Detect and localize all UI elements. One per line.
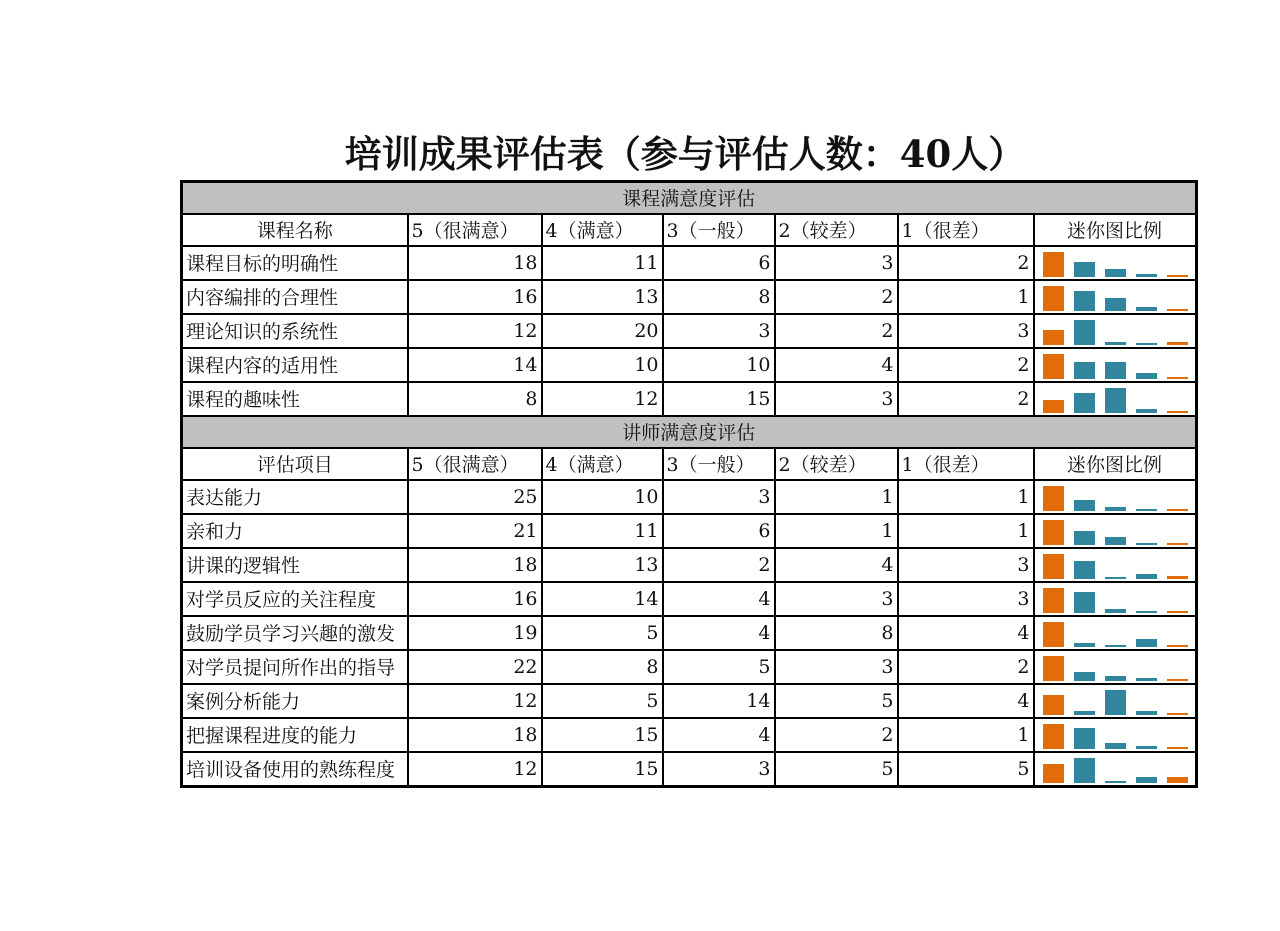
score-5-cell[interactable]: 18	[408, 718, 542, 752]
sparkline-cell[interactable]	[1034, 616, 1197, 650]
sparkline-chart	[1038, 753, 1192, 785]
sparkline-bar	[1136, 509, 1157, 511]
score-2-cell[interactable]: 4	[775, 348, 898, 382]
sparkline-bar	[1043, 286, 1064, 311]
score-2-cell[interactable]: 2	[775, 314, 898, 348]
score-5-cell[interactable]: 8	[408, 382, 542, 416]
page-title: 培训成果评估表（参与评估人数：40人）	[344, 132, 1026, 176]
sparkline-chart	[1038, 383, 1192, 415]
sparkline-bar	[1136, 711, 1157, 715]
sparkline-bar	[1074, 592, 1095, 613]
sparkline-bar	[1074, 561, 1095, 579]
sparkline-bar	[1043, 588, 1064, 613]
score-1-cell[interactable]: 2	[898, 246, 1034, 280]
score-3-cell[interactable]: 3	[663, 752, 775, 787]
sparkline-bar	[1167, 411, 1188, 413]
table-row	[182, 382, 1197, 416]
table-row	[182, 582, 1197, 616]
score-5-cell[interactable]: 14	[408, 348, 542, 382]
score-3-cell[interactable]: 6	[663, 514, 775, 548]
sparkline-bar	[1167, 645, 1188, 647]
score-2-cell[interactable]: 3	[775, 582, 898, 616]
sparkline-chart	[1038, 685, 1192, 717]
sparkline-bar	[1043, 622, 1064, 647]
table-row	[182, 616, 1197, 650]
score-4-cell[interactable]: 10	[542, 480, 663, 514]
score-1-cell[interactable]: 4	[898, 616, 1034, 650]
score-1-cell[interactable]: 4	[898, 684, 1034, 718]
score-2-cell[interactable]: 1	[775, 480, 898, 514]
score-3-cell[interactable]: 14	[663, 684, 775, 718]
score-2-cell[interactable]: 8	[775, 616, 898, 650]
column-header: 2（较差）	[775, 214, 898, 246]
sparkline-bar	[1167, 509, 1188, 511]
column-header: 迷你图比例	[1034, 448, 1197, 480]
item-name-cell[interactable]: 理论知识的系统性	[182, 314, 408, 348]
score-1-cell[interactable]: 1	[898, 718, 1034, 752]
score-2-cell[interactable]: 4	[775, 548, 898, 582]
lecturer-section-row	[182, 416, 1197, 448]
sparkline-bar	[1074, 531, 1095, 545]
sparkline-bar	[1043, 400, 1064, 413]
score-4-cell[interactable]: 13	[542, 280, 663, 314]
score-3-cell[interactable]: 5	[663, 650, 775, 684]
score-4-cell[interactable]: 15	[542, 718, 663, 752]
score-5-cell[interactable]: 25	[408, 480, 542, 514]
score-5-cell[interactable]: 18	[408, 246, 542, 280]
sparkline-chart	[1038, 481, 1192, 513]
score-3-cell[interactable]: 15	[663, 382, 775, 416]
sparkline-bar	[1167, 713, 1188, 715]
sparkline-chart	[1038, 247, 1192, 279]
course-header-row	[182, 214, 1197, 246]
sparkline-bar	[1105, 269, 1126, 277]
sparkline-cell[interactable]	[1034, 684, 1197, 718]
sparkline-bar	[1136, 678, 1157, 681]
score-3-cell[interactable]: 4	[663, 616, 775, 650]
score-4-cell[interactable]: 11	[542, 246, 663, 280]
sparkline-bar	[1136, 574, 1157, 579]
sparkline-bar	[1167, 543, 1188, 545]
item-name-cell[interactable]: 对学员提问所作出的指导	[182, 650, 408, 684]
sparkline-bar	[1043, 486, 1064, 511]
sparkline-cell[interactable]	[1034, 480, 1197, 514]
sparkline-chart	[1038, 651, 1192, 683]
table-row	[182, 684, 1197, 718]
sparkline-bar	[1074, 758, 1095, 783]
sparkline-bar	[1043, 520, 1064, 545]
sparkline-bar	[1167, 342, 1188, 345]
sparkline-bar	[1167, 777, 1188, 783]
sparkline-bar	[1074, 320, 1095, 345]
sparkline-bar	[1136, 639, 1157, 647]
sparkline-bar	[1043, 330, 1064, 345]
item-name-cell[interactable]: 培训设备使用的熟练程度	[182, 752, 408, 787]
sparkline-bar	[1043, 252, 1064, 277]
sparkline-bar	[1167, 747, 1188, 749]
sparkline-chart	[1038, 583, 1192, 615]
item-name-cell[interactable]: 表达能力	[182, 480, 408, 514]
sparkline-bar	[1167, 611, 1188, 613]
score-2-cell[interactable]: 5	[775, 684, 898, 718]
column-header: 4（满意）	[542, 448, 663, 480]
sparkline-bar	[1136, 343, 1157, 345]
score-4-cell[interactable]: 5	[542, 616, 663, 650]
sparkline-bar	[1105, 342, 1126, 345]
sparkline-bar	[1105, 743, 1126, 749]
column-header: 4（满意）	[542, 214, 663, 246]
sparkline-bar	[1074, 393, 1095, 413]
score-1-cell[interactable]: 2	[898, 348, 1034, 382]
course-section-title: 课程满意度评估	[182, 182, 1197, 214]
score-5-cell[interactable]: 12	[408, 314, 542, 348]
score-4-cell[interactable]: 11	[542, 514, 663, 548]
item-name-cell[interactable]: 课程的趣味性	[182, 382, 408, 416]
item-name-cell[interactable]: 把握课程进度的能力	[182, 718, 408, 752]
column-header: 1（很差）	[898, 214, 1034, 246]
sparkline-bar	[1043, 695, 1064, 715]
score-2-cell[interactable]: 2	[775, 280, 898, 314]
sparkline-bar	[1136, 307, 1157, 311]
item-name-cell[interactable]: 亲和力	[182, 514, 408, 548]
item-name-cell[interactable]: 鼓励学员学习兴趣的激发	[182, 616, 408, 650]
sparkline-chart	[1038, 281, 1192, 313]
sparkline-cell[interactable]	[1034, 718, 1197, 752]
table-row	[182, 280, 1197, 314]
score-1-cell[interactable]: 1	[898, 514, 1034, 548]
evaluation-table	[180, 180, 1198, 788]
course-section-row	[182, 182, 1197, 214]
item-name-cell[interactable]: 课程内容的适用性	[182, 348, 408, 382]
sparkline-cell[interactable]	[1034, 752, 1197, 787]
sparkline-bar	[1167, 576, 1188, 579]
score-5-cell[interactable]: 19	[408, 616, 542, 650]
table-row	[182, 348, 1197, 382]
table-row	[182, 718, 1197, 752]
score-3-cell[interactable]: 4	[663, 718, 775, 752]
sparkline-bar	[1105, 507, 1126, 511]
score-1-cell[interactable]: 1	[898, 480, 1034, 514]
sparkline-cell[interactable]	[1034, 382, 1197, 416]
score-5-cell[interactable]: 12	[408, 752, 542, 787]
sparkline-chart	[1038, 349, 1192, 381]
item-name-cell[interactable]: 对学员反应的关注程度	[182, 582, 408, 616]
column-header: 3（一般）	[663, 214, 775, 246]
score-1-cell[interactable]: 3	[898, 548, 1034, 582]
score-1-cell[interactable]: 2	[898, 382, 1034, 416]
score-3-cell[interactable]: 4	[663, 582, 775, 616]
table-row	[182, 752, 1197, 787]
sparkline-bar	[1136, 373, 1157, 379]
sparkline-bar	[1105, 781, 1126, 783]
score-5-cell[interactable]: 16	[408, 280, 542, 314]
score-1-cell[interactable]: 2	[898, 650, 1034, 684]
sparkline-bar	[1105, 676, 1126, 681]
score-1-cell[interactable]: 3	[898, 314, 1034, 348]
score-4-cell[interactable]: 10	[542, 348, 663, 382]
sparkline-cell[interactable]	[1034, 650, 1197, 684]
sparkline-bar	[1105, 388, 1126, 413]
score-5-cell[interactable]: 22	[408, 650, 542, 684]
lecturer-section-title: 讲师满意度评估	[182, 416, 1197, 448]
sparkline-bar	[1074, 643, 1095, 647]
table-row	[182, 480, 1197, 514]
score-5-cell[interactable]: 18	[408, 548, 542, 582]
sparkline-bar	[1043, 354, 1064, 379]
sparkline-cell[interactable]	[1034, 280, 1197, 314]
sparkline-bar	[1136, 543, 1157, 545]
table-row	[182, 246, 1197, 280]
lecturer-header-row	[182, 448, 1197, 480]
score-4-cell[interactable]: 13	[542, 548, 663, 582]
sparkline-bar	[1167, 377, 1188, 379]
sparkline-bar	[1043, 764, 1064, 783]
sparkline-bar	[1074, 500, 1095, 511]
sparkline-bar	[1136, 409, 1157, 413]
sparkline-chart	[1038, 315, 1192, 347]
sparkline-chart	[1038, 549, 1192, 581]
score-2-cell[interactable]: 3	[775, 650, 898, 684]
sparkline-cell[interactable]	[1034, 514, 1197, 548]
item-name-cell[interactable]: 讲课的逻辑性	[182, 548, 408, 582]
score-3-cell[interactable]: 3	[663, 314, 775, 348]
column-header: 评估项目	[182, 448, 408, 480]
score-4-cell[interactable]: 8	[542, 650, 663, 684]
score-4-cell[interactable]: 15	[542, 752, 663, 787]
score-3-cell[interactable]: 8	[663, 280, 775, 314]
sparkline-bar	[1105, 609, 1126, 613]
score-2-cell[interactable]: 1	[775, 514, 898, 548]
sparkline-bar	[1105, 690, 1126, 715]
sparkline-bar	[1136, 746, 1157, 749]
score-2-cell[interactable]: 2	[775, 718, 898, 752]
score-2-cell[interactable]: 3	[775, 246, 898, 280]
sparkline-chart	[1038, 617, 1192, 649]
sparkline-chart	[1038, 515, 1192, 547]
sparkline-bar	[1167, 309, 1188, 311]
score-1-cell[interactable]: 1	[898, 280, 1034, 314]
column-header: 1（很差）	[898, 448, 1034, 480]
score-1-cell[interactable]: 5	[898, 752, 1034, 787]
sparkline-bar	[1105, 645, 1126, 647]
score-5-cell[interactable]: 12	[408, 684, 542, 718]
sparkline-cell[interactable]	[1034, 314, 1197, 348]
sparkline-bar	[1105, 577, 1126, 579]
item-name-cell[interactable]: 内容编排的合理性	[182, 280, 408, 314]
sparkline-cell[interactable]	[1034, 348, 1197, 382]
sparkline-bar	[1074, 711, 1095, 715]
sparkline-bar	[1136, 274, 1157, 277]
sparkline-bar	[1105, 362, 1126, 379]
table-row	[182, 314, 1197, 348]
score-3-cell[interactable]: 6	[663, 246, 775, 280]
sparkline-bar	[1043, 656, 1064, 681]
sparkline-bar	[1074, 262, 1095, 277]
table-row	[182, 514, 1197, 548]
sparkline-bar	[1167, 275, 1188, 277]
score-1-cell[interactable]: 3	[898, 582, 1034, 616]
item-name-cell[interactable]: 课程目标的明确性	[182, 246, 408, 280]
sparkline-bar	[1043, 724, 1064, 749]
sparkline-bar	[1105, 537, 1126, 545]
sparkline-bar	[1136, 611, 1157, 613]
sparkline-bar	[1136, 777, 1157, 783]
sparkline-bar	[1074, 291, 1095, 311]
score-4-cell[interactable]: 5	[542, 684, 663, 718]
sparkline-cell[interactable]	[1034, 246, 1197, 280]
sparkline-chart	[1038, 719, 1192, 751]
score-5-cell[interactable]: 21	[408, 514, 542, 548]
table-row	[182, 650, 1197, 684]
column-header: 迷你图比例	[1034, 214, 1197, 246]
score-3-cell[interactable]: 10	[663, 348, 775, 382]
score-2-cell[interactable]: 3	[775, 382, 898, 416]
score-2-cell[interactable]: 5	[775, 752, 898, 787]
sparkline-bar	[1074, 672, 1095, 681]
sparkline-cell[interactable]	[1034, 548, 1197, 582]
sparkline-bar	[1167, 679, 1188, 681]
column-header: 2（较差）	[775, 448, 898, 480]
sparkline-bar	[1074, 728, 1095, 749]
item-name-cell[interactable]: 案例分析能力	[182, 684, 408, 718]
score-3-cell[interactable]: 2	[663, 548, 775, 582]
column-header: 3（一般）	[663, 448, 775, 480]
score-4-cell[interactable]: 14	[542, 582, 663, 616]
table-row	[182, 548, 1197, 582]
sparkline-bar	[1105, 298, 1126, 311]
column-header: 课程名称	[182, 214, 408, 246]
sparkline-bar	[1074, 362, 1095, 379]
score-4-cell[interactable]: 12	[542, 382, 663, 416]
score-5-cell[interactable]: 16	[408, 582, 542, 616]
score-4-cell[interactable]: 20	[542, 314, 663, 348]
score-3-cell[interactable]: 3	[663, 480, 775, 514]
sparkline-cell[interactable]	[1034, 582, 1197, 616]
column-header: 5（很满意）	[408, 448, 542, 480]
sparkline-bar	[1043, 554, 1064, 579]
column-header: 5（很满意）	[408, 214, 542, 246]
